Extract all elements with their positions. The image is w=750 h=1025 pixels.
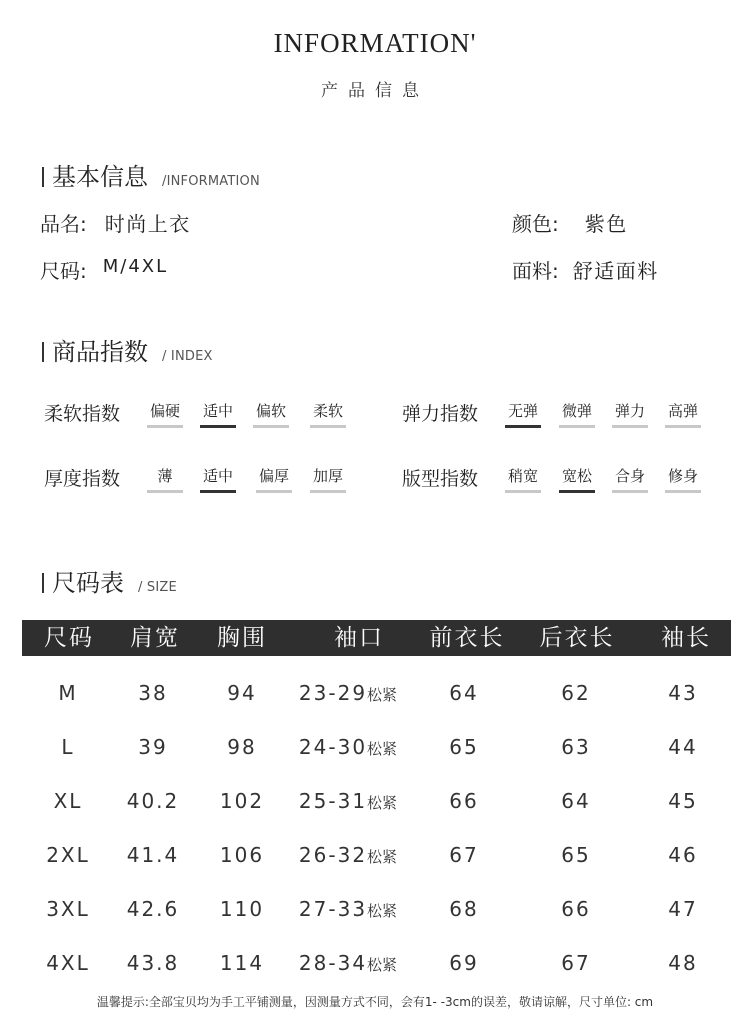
table-cell: 66 (561, 897, 591, 921)
section-marker (42, 342, 44, 362)
index-option: 修身 (665, 468, 701, 493)
table-cell: 48 (668, 951, 698, 975)
section-subtitle: / SIZE (138, 580, 177, 595)
index-option: 偏厚 (256, 468, 292, 493)
table-cell: 67 (561, 951, 591, 975)
index-option: 微弹 (559, 403, 595, 428)
table-cell: 106 (219, 843, 265, 867)
table-cell: 65 (449, 735, 479, 759)
section-title: 尺码表 (52, 569, 124, 597)
table-cell: 43 (668, 681, 698, 705)
field-label: 尺码: (40, 259, 87, 283)
table-cell: 94 (227, 681, 257, 705)
cuff-suffix: 松紧 (367, 740, 398, 758)
table-cell: 43.8 (126, 951, 180, 975)
section-title: 基本信息 (52, 163, 148, 191)
section-subtitle: / INDEX (162, 349, 213, 364)
field-label: 颜色: (512, 212, 559, 236)
table-cell (283, 681, 413, 705)
index-option: 加厚 (310, 468, 346, 493)
cuff-range: 24-30 (298, 735, 368, 759)
table-cell: 69 (449, 951, 479, 975)
index-option: 合身 (612, 468, 648, 493)
table-cell: 39 (138, 735, 168, 759)
table-cell: 102 (219, 789, 265, 813)
table-cell: 64 (449, 681, 479, 705)
index-option-selected: 适中 (200, 403, 236, 428)
measurement-note: 温馨提示:全部宝贝均为手工平铺测量，因测量方式不同，会有1- -3cm的误差，敬请谅解，尺寸单位: cm (96, 995, 654, 1009)
table-cell: 64 (561, 789, 591, 813)
section-basic-info-heading (42, 157, 260, 192)
field-color (512, 208, 628, 237)
index-option: 偏软 (253, 403, 289, 428)
page-title-cn: 产品信息 (321, 81, 429, 101)
table-cell: 47 (668, 897, 698, 921)
cuff-suffix: 松紧 (367, 686, 398, 704)
table-cell: 98 (227, 735, 257, 759)
index-option: 高弹 (665, 403, 701, 428)
index-option: 柔软 (310, 403, 346, 428)
cuff-range: 28-34 (298, 951, 368, 975)
column-header: 前衣长 (429, 625, 505, 651)
index-label-thickness: 厚度指数 (44, 468, 121, 490)
table-cell: 63 (561, 735, 591, 759)
field-label: 面料: (512, 259, 559, 283)
table-cell (283, 897, 413, 921)
column-header: 尺码 (44, 625, 94, 651)
table-cell: 41.4 (126, 843, 180, 867)
table-cell: 44 (668, 735, 698, 759)
table-cell (283, 789, 413, 813)
cuff-suffix: 松紧 (367, 956, 398, 974)
table-cell: 4XL (46, 951, 90, 975)
index-option-selected: 无弹 (505, 403, 541, 428)
field-product-name (40, 208, 191, 237)
column-header: 后衣长 (539, 625, 615, 651)
table-cell: 3XL (46, 897, 90, 921)
section-index-heading (42, 332, 213, 367)
section-marker (42, 167, 44, 187)
field-value: M/4XL (102, 256, 169, 277)
size-table-header (22, 620, 731, 656)
index-option: 偏硬 (147, 403, 183, 428)
table-cell: 2XL (46, 843, 90, 867)
index-option-selected: 适中 (200, 468, 236, 493)
table-cell: 67 (449, 843, 479, 867)
section-size-heading (42, 563, 177, 598)
table-cell: 45 (668, 789, 698, 813)
table-cell: 110 (219, 897, 265, 921)
cuff-suffix: 松紧 (367, 902, 398, 920)
field-value: 舒适面料 (572, 259, 659, 283)
cuff-range: 27-33 (298, 897, 368, 921)
section-marker (42, 573, 44, 593)
index-label-softness: 柔软指数 (44, 403, 121, 425)
cuff-suffix: 松紧 (367, 794, 398, 812)
section-title: 商品指数 (52, 338, 148, 366)
table-cell: M (58, 681, 78, 705)
table-cell: 46 (668, 843, 698, 867)
cuff-suffix: 松紧 (367, 848, 398, 866)
column-header: 胸围 (217, 625, 267, 651)
table-cell: 66 (449, 789, 479, 813)
cuff-range: 25-31 (298, 789, 368, 813)
table-cell (283, 735, 413, 759)
index-label-elasticity: 弹力指数 (402, 403, 479, 425)
section-subtitle: /INFORMATION (162, 174, 260, 189)
field-label: 品名: (40, 212, 87, 236)
table-cell: 114 (219, 951, 265, 975)
table-cell: 42.6 (126, 897, 180, 921)
index-option: 薄 (147, 468, 183, 493)
table-cell: 40.2 (126, 789, 180, 813)
column-header: 肩宽 (130, 625, 180, 651)
table-cell (283, 843, 413, 867)
table-cell: 68 (449, 897, 479, 921)
table-cell: XL (53, 789, 83, 813)
column-header: 袖长 (661, 625, 711, 651)
index-option: 弹力 (612, 403, 648, 428)
page-title-en: INFORMATION' (273, 28, 477, 58)
cuff-range: 23-29 (298, 681, 368, 705)
table-cell: 38 (138, 681, 168, 705)
column-header: 袖口 (334, 625, 384, 651)
field-fabric (512, 255, 659, 284)
table-cell (283, 951, 413, 975)
table-cell: 65 (561, 843, 591, 867)
index-label-fit: 版型指数 (402, 468, 479, 490)
field-value: 紫色 (584, 212, 628, 236)
cuff-range: 26-32 (298, 843, 368, 867)
table-cell: 62 (561, 681, 591, 705)
index-option: 稍宽 (505, 468, 541, 493)
field-value: 时尚上衣 (104, 212, 191, 236)
table-cell: L (61, 735, 75, 759)
field-size (40, 255, 168, 284)
index-option-selected: 宽松 (559, 468, 595, 493)
